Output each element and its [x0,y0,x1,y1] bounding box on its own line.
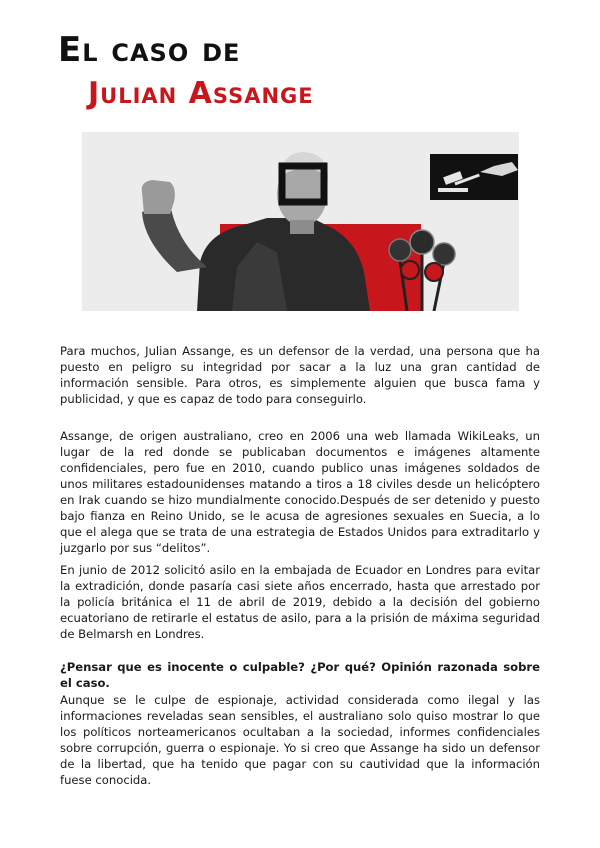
paragraph-2: Assange, de origen australiano, creo en 2006 una web llamada WikiLeaks, un lugar de la red donde se publicaban documentos e imágenes altamente confidenciales, pero fue en 2010, cuando publico unas imágenes soldados de unos militares estadounidenses matando a tiros a 18 civiles desde un helicóptero en Irak cuando se hizo mundialmente conocido.Después de ser detenido y puesto bajo fianza en Reino Unido, se le acusa de agresiones sexuales en Suecia, a lo que el alega que se trata de una estrategia de Estados Unidos para extraditarlo y juzgarlo por sus “delitos”. [60,429,540,555]
title-line-2: Julian Assange [88,76,314,111]
person-figure [142,152,370,311]
paragraph-3: En junio de 2012 solicitó asilo en la embajada de Ecuador en Londres para evitar la extradición, donde pasaría casi siete años encerrado, hasta que arrestado por la policía británica el 11 de abril de 2019, debido a la decisión del gobierno ecuatoriano de retirarle el estatus de asilo, para a la prisión de máxima seguridad de Belmarsh en Londres. [60,563,540,641]
title-line-1: El caso de [58,30,241,70]
question-heading: ¿Pensar que es inocente o culpable? ¿Por qué? Opinión razonada sobre el caso. [60,660,540,690]
collage-image [82,132,519,311]
paragraph-4: Aunque se le culpe de espionaje, actividad considerada como ilegal y las informaciones reveladas sean sensibles, el australiano solo quiso mostrar lo que los políticos norteamericanos ocultaban a la sociedad, informes confidenciales sobre corrupción, guerra o espionaje. Yo si creo que Assange ha sido un defensor de la libertad, que ha tenido que pagar con su cautividad que la información fuese conocida. [60,693,540,787]
collage-graphic [82,132,519,311]
paragraph-1: Para muchos, Julian Assange, es un defensor de la verdad, una persona que ha puesto en peligro su integridad por sacar a la luz una gran cantidad de información sensible. Para otros, es simplemente alguien que busca fama y publicidad, y que es capaz de todo para conseguirlo. [60,344,540,406]
